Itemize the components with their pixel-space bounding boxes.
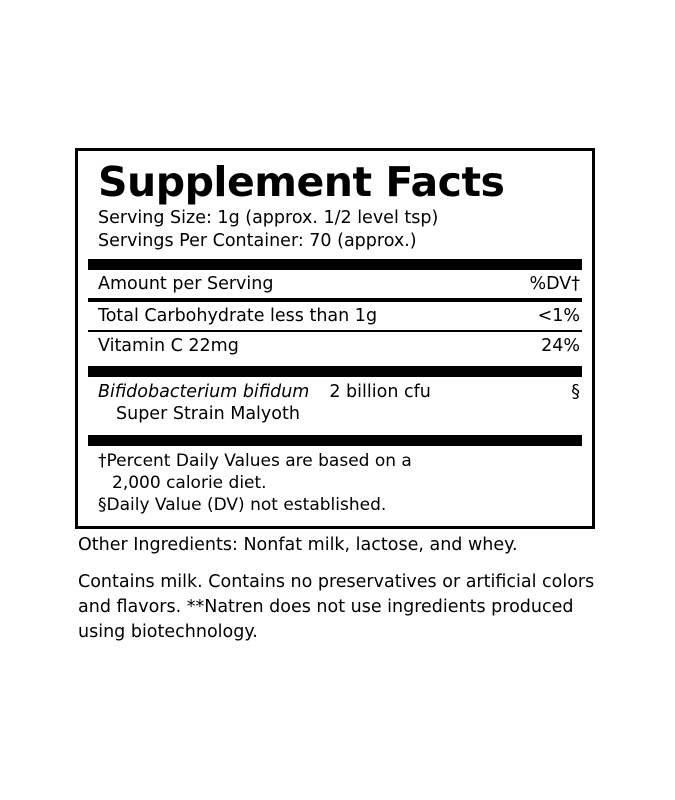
footnotes xyxy=(98,450,582,516)
footnote-daily-values xyxy=(98,450,582,494)
probiotic-strain-info xyxy=(98,381,431,425)
page-title: Supplement Facts xyxy=(98,158,505,206)
supplement-facts-panel xyxy=(75,148,595,529)
serving-info xyxy=(98,207,582,253)
divider-thick-bottom xyxy=(88,435,582,446)
nutrient-name: Vitamin C 22mg xyxy=(98,336,239,356)
nutrient-name: Total Carbohydrate less than 1g xyxy=(98,306,378,326)
footnote-dv-not-established: §Daily Value (DV) not established. xyxy=(98,495,387,515)
footnote-daily-values-line1: †Percent Daily Values are based on a xyxy=(98,451,412,471)
nutrient-row-vitamin-c xyxy=(88,332,582,360)
serving-size: Serving Size: 1g (approx. 1/2 level tsp) xyxy=(98,208,439,228)
other-ingredients-text: Other Ingredients: Nonfat milk, lactose, and whey. xyxy=(78,535,518,555)
probiotic-super-strain: Super Strain Malyoth xyxy=(116,404,300,424)
contains-statement-text: Contains milk. Contains no preservatives or artificial colors and flavors. **Natren does not use ingredients produced using biotechnology. xyxy=(78,572,595,642)
servings-per-container: Servings Per Container: 70 (approx.) xyxy=(98,231,417,251)
nutrient-dv: 24% xyxy=(541,336,580,356)
probiotic-amount: 2 billion cfu xyxy=(329,382,431,402)
daily-value-label: %DV† xyxy=(529,274,580,294)
divider-thick-top xyxy=(88,259,582,270)
nutrient-dv: <1% xyxy=(537,306,580,326)
probiotic-dv: § xyxy=(571,382,580,402)
amount-per-serving-label: Amount per Serving xyxy=(98,274,274,294)
amount-per-serving-header xyxy=(88,270,582,298)
nutrient-row-total-carbohydrate xyxy=(88,302,582,330)
probiotic-strain-row xyxy=(88,377,582,429)
footnote-daily-values-line2: 2,000 calorie diet. xyxy=(112,473,267,493)
probiotic-organism-name: Bifidobacterium bifidum xyxy=(98,382,310,402)
divider-thick-middle xyxy=(88,366,582,377)
